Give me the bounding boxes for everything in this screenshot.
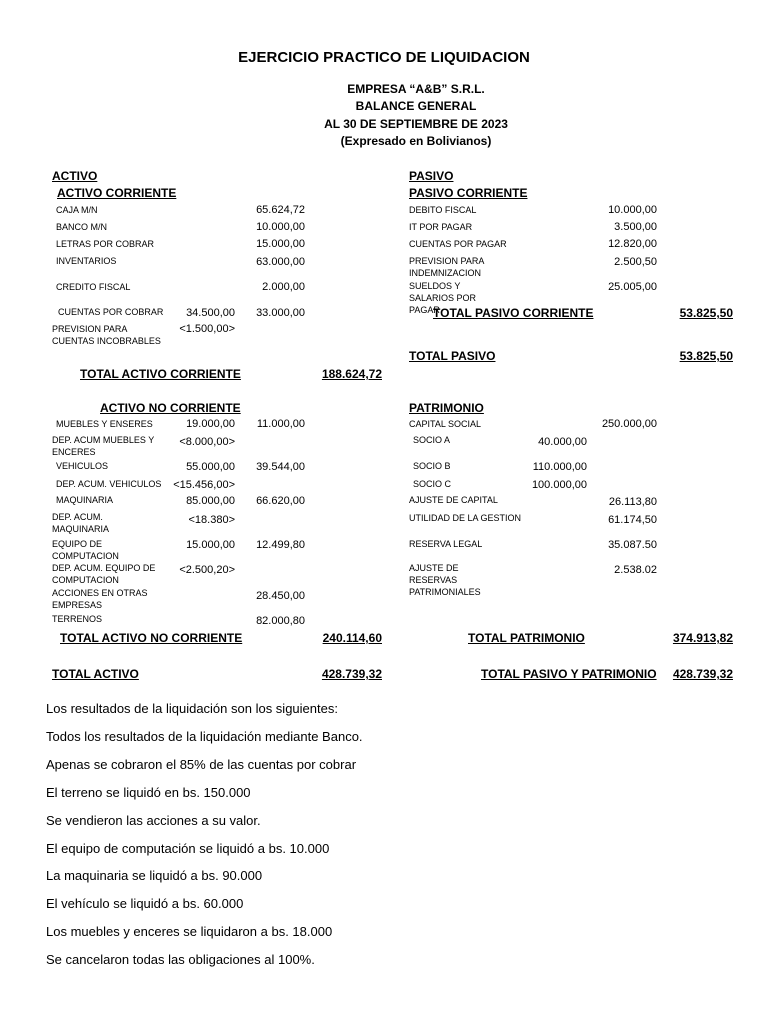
result-item: La maquinaria se liquidó a bs. 90.000 bbox=[46, 868, 263, 883]
vehiculos-gross: 55.000,00 bbox=[186, 461, 235, 473]
credito-value: 2.000,00 bbox=[262, 281, 305, 293]
socio-c-value: 100.000,00 bbox=[531, 479, 587, 491]
cxc-net: 33.000,00 bbox=[256, 307, 305, 319]
it-value: 3.500,00 bbox=[614, 221, 657, 233]
results-intro: Los resultados de la liquidación son los siguientes: bbox=[46, 701, 338, 716]
utilidad-label: UTILIDAD DE LA GESTION bbox=[409, 513, 522, 523]
total-activo-value: 428.739,32 bbox=[321, 667, 382, 681]
dep-equipo-value: <2.500,20> bbox=[179, 564, 235, 576]
caja-value: 65.624,72 bbox=[256, 204, 305, 216]
maquinaria-gross: 85.000,00 bbox=[186, 495, 235, 507]
result-item: El equipo de computación se liquidó a bs. 10.000 bbox=[46, 841, 330, 856]
ajuste-capital-value: 26.113,80 bbox=[608, 496, 657, 508]
activo-no-corriente-heading: ACTIVO NO CORRIENTE bbox=[100, 401, 241, 415]
letras-value: 15.000,00 bbox=[256, 238, 305, 250]
prevision-label: PREVISION PARA CUENTAS INCOBRABLES bbox=[52, 324, 161, 346]
socio-a-value: 40.000,00 bbox=[538, 436, 587, 448]
total-patrimonio-label: TOTAL PATRIMONIO bbox=[468, 631, 585, 645]
dep-muebles-value: <8.000,00> bbox=[179, 436, 235, 448]
socio-b-label: SOCIO B bbox=[413, 461, 451, 471]
debito-value: 10.000,00 bbox=[608, 204, 657, 216]
patrimonio-heading: PATRIMONIO bbox=[409, 401, 484, 415]
dep-maquinaria-value: <18.380> bbox=[188, 514, 235, 526]
total-activo-no-corriente-label: TOTAL ACTIVO NO CORRIENTE bbox=[60, 631, 243, 645]
result-item: El terreno se liquidó en bs. 150.000 bbox=[46, 785, 251, 800]
debito-label: DEBITO FISCAL bbox=[409, 205, 477, 215]
report-name: BALANCE GENERAL bbox=[355, 99, 477, 113]
result-item: Se cancelaron todas las obligaciones al 100%. bbox=[46, 952, 315, 967]
total-pasivo-patrimonio-value: 428.739,32 bbox=[672, 667, 733, 681]
dep-vehiculos-label: DEP. ACUM. VEHICULOS bbox=[56, 479, 162, 489]
letras-label: LETRAS POR COBRAR bbox=[56, 239, 155, 249]
prevision-indemnizacion-value: 2.500,50 bbox=[614, 256, 657, 268]
muebles-label: MUEBLES Y ENSERES bbox=[56, 419, 153, 429]
maquinaria-label: MAQUINARIA bbox=[56, 495, 114, 505]
result-item: Se vendieron las acciones a su valor. bbox=[46, 813, 261, 828]
report-date: AL 30 DE SEPTIEMBRE DE 2023 bbox=[324, 117, 508, 131]
total-pasivo-patrimonio-label: TOTAL PASIVO Y PATRIMONIO bbox=[481, 667, 657, 681]
acciones-label: ACCIONES EN OTRAS EMPRESAS bbox=[52, 588, 148, 610]
sueldos-value: 25.005,00 bbox=[608, 281, 657, 293]
capital-label: CAPITAL SOCIAL bbox=[409, 419, 482, 429]
equipo-net: 12.499,80 bbox=[256, 539, 305, 551]
ajuste-reservas-value: 2.538.02 bbox=[614, 564, 657, 576]
maquinaria-net: 66.620,00 bbox=[256, 495, 305, 507]
dep-maquinaria-label: DEP. ACUM. MAQUINARIA bbox=[52, 512, 110, 534]
company-name: EMPRESA “A&B” S.R.L. bbox=[347, 82, 485, 96]
total-pasivo-corriente-value: 53.825,50 bbox=[679, 306, 733, 320]
cxc-label: CUENTAS POR COBRAR bbox=[58, 307, 164, 317]
muebles-gross: 19.000,00 bbox=[186, 418, 235, 430]
result-item: Todos los resultados de la liquidación mediante Banco. bbox=[46, 729, 363, 744]
socio-a-label: SOCIO A bbox=[413, 435, 451, 445]
activo-heading: ACTIVO bbox=[52, 169, 98, 183]
socio-b-value: 110.000,00 bbox=[532, 461, 587, 473]
result-item: Apenas se cobraron el 85% de las cuentas por cobrar bbox=[46, 757, 357, 772]
sueldos-label: SUELDOS Y SALARIOS POR PAGAR bbox=[409, 281, 477, 315]
utilidad-value: 61.174,50 bbox=[608, 514, 657, 526]
it-label: IT POR PAGAR bbox=[409, 222, 473, 232]
ajuste-capital-label: AJUSTE DE CAPITAL bbox=[409, 495, 498, 505]
capital-value: 250.000,00 bbox=[601, 418, 657, 430]
cxp-label: CUENTAS POR PAGAR bbox=[409, 239, 507, 249]
activo-corriente-heading: ACTIVO CORRIENTE bbox=[57, 186, 177, 200]
prevision-value: <1.500,00> bbox=[179, 323, 235, 335]
credito-label: CREDITO FISCAL bbox=[56, 282, 131, 292]
page-title: EJERCICIO PRACTICO DE LIQUIDACION bbox=[238, 49, 530, 66]
equipo-label: EQUIPO DE COMPUTACION bbox=[52, 539, 119, 561]
equipo-gross: 15.000,00 bbox=[186, 539, 235, 551]
result-item: Los muebles y enceres se liquidaron a bs. 18.000 bbox=[46, 924, 333, 939]
dep-muebles-label: DEP. ACUM MUEBLES Y ENCERES bbox=[52, 435, 155, 457]
dep-equipo-label: DEP. ACUM. EQUIPO DE COMPUTACION bbox=[52, 563, 156, 585]
inventarios-label: INVENTARIOS bbox=[56, 256, 117, 266]
total-patrimonio-value: 374.913,82 bbox=[672, 631, 733, 645]
terrenos-label: TERRENOS bbox=[52, 614, 103, 624]
pasivo-corriente-heading: PASIVO CORRIENTE bbox=[409, 186, 528, 200]
pasivo-heading: PASIVO bbox=[409, 169, 454, 183]
reserva-legal-label: RESERVA LEGAL bbox=[409, 539, 483, 549]
muebles-net: 11.000,00 bbox=[256, 418, 305, 430]
inventarios-value: 63.000,00 bbox=[256, 256, 305, 268]
total-activo-corriente-label: TOTAL ACTIVO CORRIENTE bbox=[80, 367, 241, 381]
total-pasivo-corriente-label: TOTAL PASIVO CORRIENTE bbox=[433, 306, 594, 320]
cxp-value: 12.820,00 bbox=[608, 238, 657, 250]
result-item: El vehículo se liquidó a bs. 60.000 bbox=[46, 896, 244, 911]
ajuste-reservas-label: AJUSTE DE RESERVAS PATRIMONIALES bbox=[409, 563, 481, 597]
prevision-indemnizacion-label: PREVISION PARA INDEMNIZACION bbox=[409, 256, 484, 278]
vehiculos-label: VEHICULOS bbox=[56, 461, 109, 471]
caja-label: CAJA M/N bbox=[56, 205, 98, 215]
report-currency: (Expresado en Bolivianos) bbox=[340, 134, 492, 148]
total-activo-corriente-value: 188.624,72 bbox=[321, 367, 382, 381]
reserva-legal-value: 35.087.50 bbox=[608, 539, 657, 551]
vehiculos-net: 39.544,00 bbox=[256, 461, 305, 473]
socio-c-label: SOCIO C bbox=[413, 479, 452, 489]
total-activo-no-corriente-value: 240.114,60 bbox=[322, 631, 382, 645]
terrenos-value: 82.000,80 bbox=[256, 615, 305, 627]
banco-value: 10.000,00 bbox=[256, 221, 305, 233]
acciones-value: 28.450,00 bbox=[256, 590, 305, 602]
total-pasivo-label: TOTAL PASIVO bbox=[409, 349, 496, 363]
banco-label: BANCO M/N bbox=[56, 222, 108, 232]
cxc-gross: 34.500,00 bbox=[186, 307, 235, 319]
total-pasivo-value: 53.825,50 bbox=[679, 349, 733, 363]
dep-vehiculos-value: <15.456,00> bbox=[173, 479, 235, 491]
total-activo-label: TOTAL ACTIVO bbox=[52, 667, 139, 681]
